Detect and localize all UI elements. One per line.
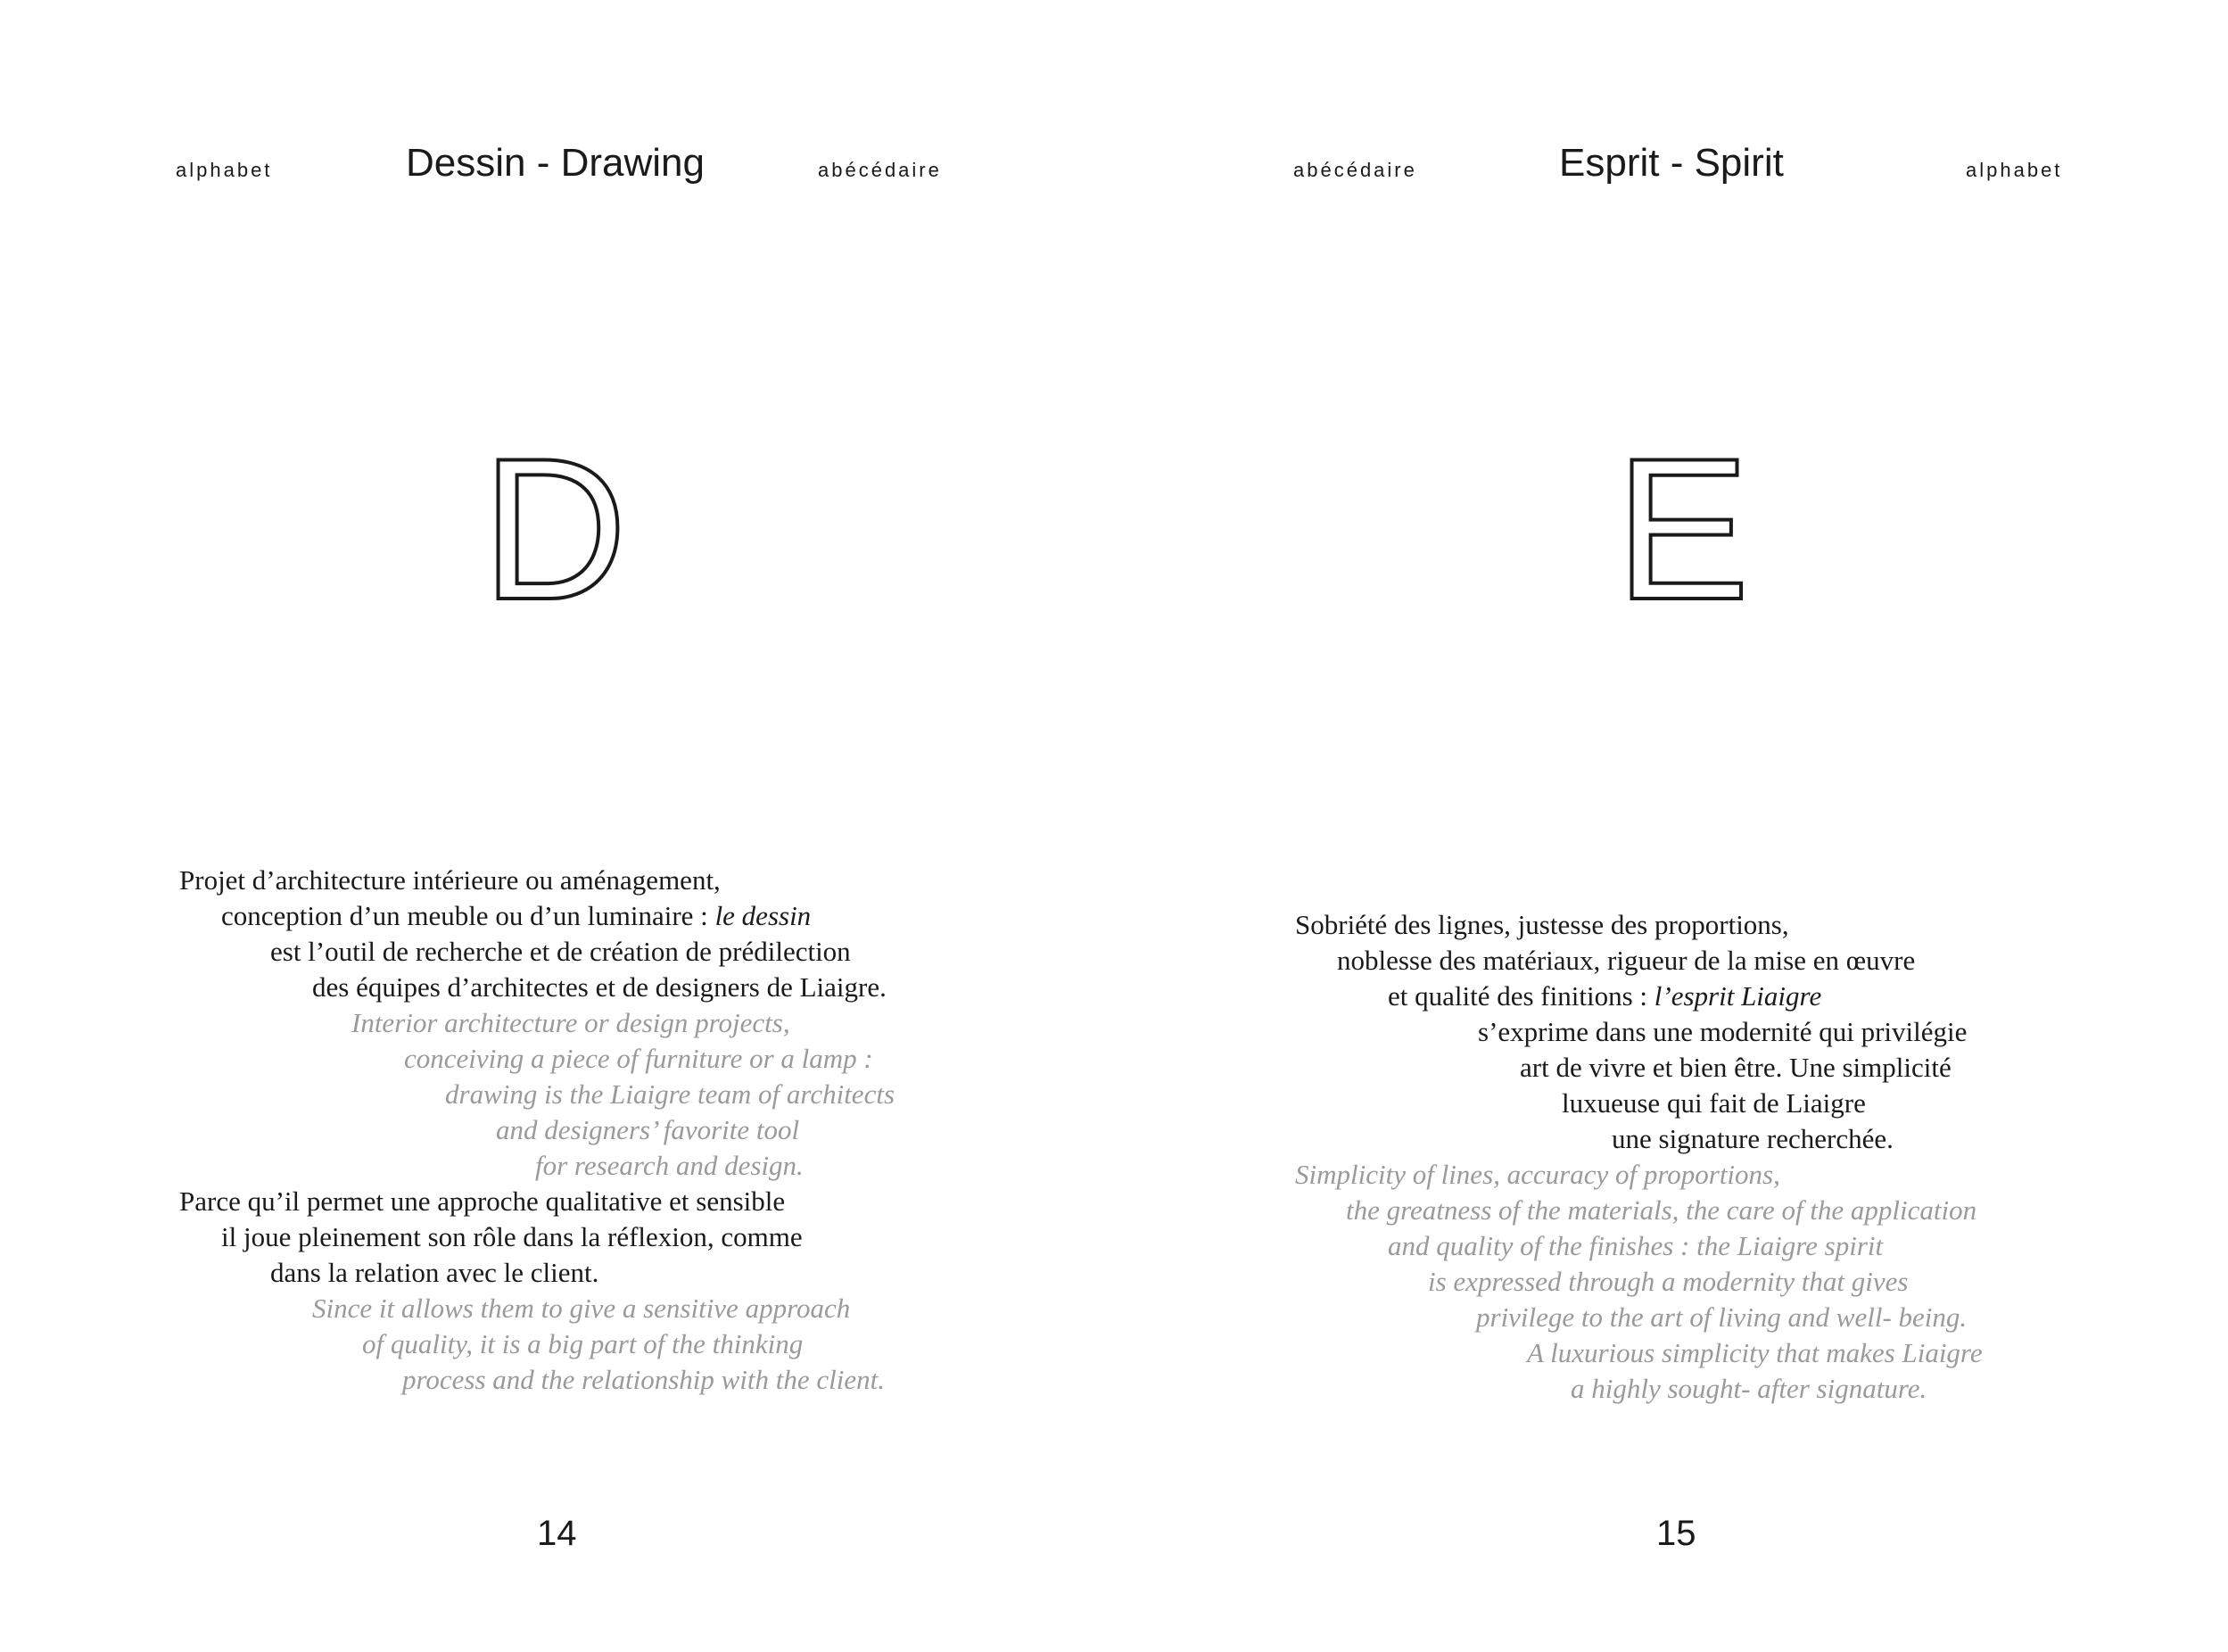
text-line: conceiving a piece of furniture or a lamp :: [404, 1043, 873, 1074]
text-line: une signature recherchée.: [1612, 1123, 1894, 1154]
text-line: and quality of the finishes : the Liaigre spirit: [1388, 1230, 1884, 1261]
header-label-left: abécédaire: [1293, 159, 1417, 181]
text-line: s’exprime dans une modernité qui privilégie: [1478, 1016, 1968, 1047]
text-line: il joue pleinement son rôle dans la réflexion, comme: [221, 1221, 803, 1252]
header-label-right: abécédaire: [818, 159, 942, 181]
text-line: for research and design.: [535, 1150, 804, 1181]
text-line: Simplicity of lines, accuracy of proportions,: [1295, 1159, 1780, 1190]
text-line: of quality, it is a big part of the thinking: [362, 1328, 804, 1359]
page-title: Dessin - Drawing: [406, 141, 705, 185]
text-line: and designers’ favorite tool: [496, 1114, 800, 1145]
text-line: Parce qu’il permet une approche qualitative et sensible: [179, 1185, 786, 1217]
text-line: a highly sought- after signature.: [1571, 1373, 1927, 1404]
right-page: [1114, 0, 2228, 1652]
text-line: the greatness of the materials, the care of the application: [1346, 1194, 1977, 1226]
text-line: noblesse des matériaux, rigueur de la mise en œuvre: [1337, 945, 1916, 976]
page-title: Esprit - Spirit: [1559, 141, 1784, 185]
text-line: Sobriété des lignes, justesse des proportions,: [1295, 909, 1789, 940]
text-line: privilege to the art of living and well- being.: [1476, 1301, 1968, 1333]
text-line: et qualité des finitions : l’esprit Liaigre: [1388, 980, 1822, 1012]
body-text: [1114, 907, 1983, 1407]
text-line: A luxurious simplicity that makes Liaigre: [1527, 1337, 1983, 1368]
text-line: drawing is the Liaigre team of architects: [445, 1078, 895, 1110]
text-line: conception d’un meuble ou d’un luminaire : le dessin: [221, 900, 812, 931]
drop-letter: D: [482, 416, 628, 641]
text-line: dans la relation avec le client.: [270, 1257, 599, 1288]
page-number: 15: [1656, 1514, 1696, 1553]
text-line: is expressed through a modernity that gives: [1428, 1266, 1909, 1297]
text-line: art de vivre et bien être. Une simplicité: [1520, 1052, 1952, 1083]
drop-letter: E: [1615, 416, 1750, 641]
page-number: 14: [537, 1514, 577, 1553]
text-line: est l’outil de recherche et de création de prédilection: [270, 936, 851, 967]
text-line: process and the relationship with the client.: [402, 1364, 886, 1395]
text-line: Projet d’architecture intérieure ou aménagement,: [179, 864, 721, 896]
text-line: Since it allows them to give a sensitive approach: [312, 1293, 851, 1324]
text-line: des équipes d’architectes et de designers de Liaigre.: [312, 971, 887, 1003]
body-text: [0, 863, 895, 1398]
header-label-right: alphabet: [1966, 159, 2063, 181]
text-line: Interior architecture or design projects,: [351, 1007, 790, 1038]
header-label-left: alphabet: [176, 159, 273, 181]
text-line: luxueuse qui fait de Liaigre: [1562, 1087, 1866, 1119]
